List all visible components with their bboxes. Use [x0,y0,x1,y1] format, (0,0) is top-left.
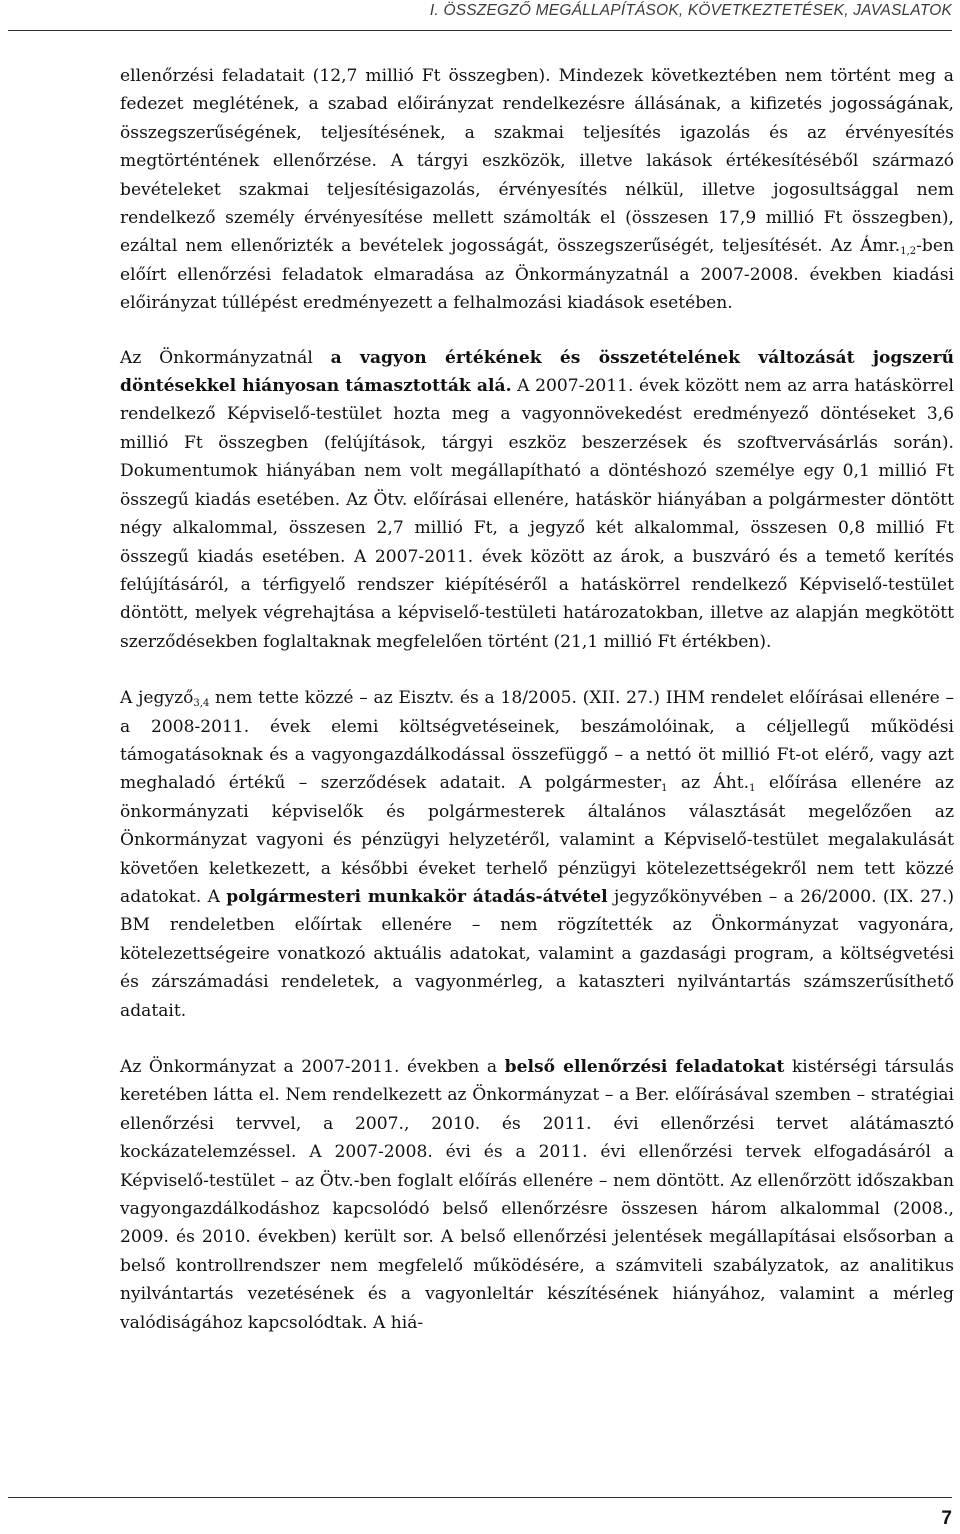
text-run: kistérségi társulás keretében látta el. Nem rendelkezett az Önkormányzat – a Ber. előírásával szemben – stratégiai ellenőrzési tervvel, a 2007., 2010. és 2011. évi ellenőrzési tervet alátámasztó kockázatelemzéssel. A 2007-2008. évi és a 2011. évi ellenőrzési tervek elfogadásáról a Képviselő-testület – az Ötv.-ben foglalt előírás ellenére – nem döntött. Az ellenőrzött időszakban vagyongazdálkodáshoz kapcsolódó belső ellenőrzésre összesen három alkalommal (2008., 2009. és 2010. években) került sor. A belső ellenőrzési jelentések megállapításai elsősorban a belső kontrollrendszer nem megfelelő működésére, a számviteli szabályzatok, az analitikus nyilvántartás vezetésének és a vagyonleltár készítésének hiányához, valamint a mérleg valódiságához kapcsolódtak. A hiá- [120,1057,954,1333]
paragraph [120,62,954,318]
header-divider [8,30,952,31]
text-run: jegyzőkönyvében – a 26/2000. (IX. 27.) BM rendeletben előírtak ellenére – nem rögzítették az Önkormányzat vagyonára, kötelezettségeire vonatkozó aktuális adatokat, valamint a gazdasági program, a költségvetési és zárszámadási rendeletek, a vagyonmérleg, a kataszteri nyilvántartás számszerűsíthető adatait. [120,886,954,1021]
bold-phrase: polgármesteri munkakör átadás-átvétel [226,886,608,907]
text-run: előírása ellenére az önkormányzati képviselők és polgármesterek általános választását megelőzően az Önkormányzat vagyoni és pénzügyi helyzetéről, valamint a Képviselő-testület megalakulását követően keletkezett, a későbbi éveket terhelő pénzügyi kötelezettségekről nem tett közzé adatokat. A [120,773,954,907]
document-body [120,62,954,1365]
paragraph [120,344,954,656]
text-run: Az Önkormányzat a 2007-2011. években a [120,1057,505,1077]
footnote-ref: 1,2 [900,246,917,258]
footer-divider [8,1497,952,1498]
footnote-ref: 3,4 [193,698,210,710]
bold-phrase: a vagyon értékének és összetételének változását jogszerű döntésekkel hiányosan támasztották alá. [120,347,954,397]
page-number: 7 [941,1508,952,1529]
footnote-ref: 1 [661,783,668,795]
paragraph [120,1053,954,1337]
footnote-ref: 1 [749,783,756,795]
text-run: az Áht. [667,773,750,794]
text-run: ellenőrzési feladatait (12,7 millió Ft összegben). Mindezek következtében nem történt meg a fedezet meglétének, a szabad előirányzat rendelkezésre állásának, a kifizetés jogosságának, összegszerűségének, teljesítésének, a szakmai teljesítés igazolás és az érvényesítés megtörténtének ellenőrzése. A tárgyi eszközök, illetve lakások értékesítéséből származó bevételeket szakmai teljesítésigazolás, érvényesítés nélkül, illetve jogosultsággal nem rendelkező személy érvényesítése mellett számolták el (összesen 17,9 millió Ft összegben), ezáltal nem ellenőrizték a bevételek jogosságát, összegszerűségét, teljesítését. Az Ámr. [120,66,954,257]
text-run: nem tette közzé – az Eisztv. és a 18/2005. (XII. 27.) IHM rendelet előírásai ellenére – a 2008-2011. évek elemi költségvetéseinek, beszámolóinak, a céljellegű működési támogatásoknak és a vagyongazdálkodással összefüggő – a nettó öt millió Ft-ot elérő, vagy azt meghaladó értékű – szerződések adatait. A polgármester [120,688,954,794]
bold-phrase: belső ellenőrzési feladatokat [504,1057,785,1077]
paragraph [120,684,954,1025]
text-run: -ben előírt ellenőrzési feladatok elmaradása az Önkormányzatnál a 2007-2008. években kiadási előirányzat túllépést eredményezett a felhalmozási kiadások esetében. [120,236,954,314]
text-run: A 2007-2011. évek között nem az arra hatáskörrel rendelkező Képviselő-testület hozta meg a vagyonnövekedést eredményező döntéseket 3,6 millió Ft összegben (felújítások, tárgyi eszköz beszerzések és szoftvervásárlás során). Dokumentumok hiányában nem volt megállapítható a döntéshozó személye egy 0,1 millió Ft összegű kiadás esetében. Az Ötv. előírásai ellenére, hatáskör hiányában a polgármester döntött négy alkalommal, összesen 2,7 millió Ft, a jegyző két alkalommal, összesen 0,8 millió Ft összegű kiadás esetében. A 2007-2011. évek között az árok, a buszváró és a temető kerítés felújításáról, a térfigyelő rendszer kiépítéséről a hatáskörrel rendelkező Képviselő-testület döntött, melyek végrehajtása a képviselő-testületi határozatokban, illetve az alapján megkötött szerződésekben foglaltaknak megfelelően történt (21,1 millió Ft értékben). [120,376,955,652]
section-title: I. ÖSSZEGZŐ MEGÁLLAPÍTÁSOK, KÖVETKEZTETÉSEK, JAVASLATOK [429,2,952,19]
running-header [0,2,952,20]
text-run: Az Önkormányzatnál [120,347,331,368]
text-run: A jegyző [120,688,194,709]
